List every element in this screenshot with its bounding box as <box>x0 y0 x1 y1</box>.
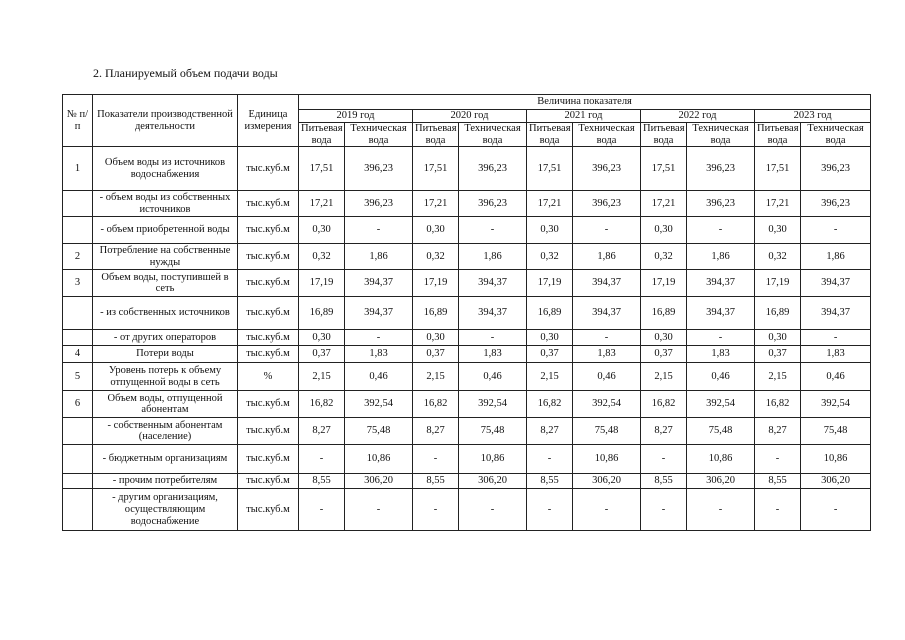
row-value: - <box>299 445 345 474</box>
row-value: 16,89 <box>299 297 345 330</box>
row-value: - <box>641 489 687 531</box>
table-row <box>63 363 871 391</box>
header-drinking-water: Питьевая вода <box>413 122 459 147</box>
row-value: - <box>527 445 573 474</box>
row-value: 16,89 <box>413 297 459 330</box>
row-value: 10,86 <box>687 445 755 474</box>
row-value: - <box>573 217 641 244</box>
row-value: 1,86 <box>345 244 413 270</box>
row-unit: тыс.куб.м <box>238 270 299 297</box>
row-number <box>63 297 93 330</box>
row-value: - <box>413 489 459 531</box>
row-value: 0,46 <box>345 363 413 391</box>
water-supply-table <box>62 94 871 531</box>
row-value: 0,37 <box>755 346 801 363</box>
row-value: 17,51 <box>641 147 687 191</box>
row-value: 0,30 <box>413 330 459 346</box>
row-value: - <box>687 489 755 531</box>
row-number: 2 <box>63 244 93 270</box>
row-value: 2,15 <box>299 363 345 391</box>
row-value: - <box>641 445 687 474</box>
row-unit: тыс.куб.м <box>238 346 299 363</box>
row-value: - <box>459 217 527 244</box>
row-value: 8,27 <box>527 418 573 445</box>
row-value: 2,15 <box>755 363 801 391</box>
row-value: 17,21 <box>641 191 687 217</box>
row-value: 17,19 <box>413 270 459 297</box>
row-value: 0,37 <box>641 346 687 363</box>
row-value: - <box>755 445 801 474</box>
row-unit: тыс.куб.м <box>238 217 299 244</box>
row-value: 394,37 <box>801 297 871 330</box>
row-value: 0,46 <box>687 363 755 391</box>
row-value: 8,27 <box>641 418 687 445</box>
row-value: 0,32 <box>755 244 801 270</box>
row-indicator: Объем воды, отпущенной абонентам <box>93 391 238 418</box>
row-value: 0,30 <box>299 330 345 346</box>
row-value: 75,48 <box>459 418 527 445</box>
row-value: 394,37 <box>573 297 641 330</box>
row-value: 396,23 <box>801 147 871 191</box>
row-value: - <box>687 217 755 244</box>
row-value: 0,46 <box>459 363 527 391</box>
row-indicator: - бюджетным организациям <box>93 445 238 474</box>
header-year: 2022 год <box>641 110 755 123</box>
row-value: 16,82 <box>755 391 801 418</box>
row-number <box>63 330 93 346</box>
row-value: 17,21 <box>413 191 459 217</box>
row-unit: тыс.куб.м <box>238 445 299 474</box>
row-value: 1,86 <box>459 244 527 270</box>
header-drinking-water: Питьевая вода <box>299 122 345 147</box>
row-value: 2,15 <box>527 363 573 391</box>
row-value: 16,82 <box>413 391 459 418</box>
row-value: 392,54 <box>345 391 413 418</box>
header-year: 2019 год <box>299 110 413 123</box>
table-row <box>63 391 871 418</box>
table-row <box>63 147 871 191</box>
row-indicator: Уровень потерь к объему отпущенной воды в сеть <box>93 363 238 391</box>
row-value: - <box>687 330 755 346</box>
row-value: - <box>413 445 459 474</box>
row-value: 392,54 <box>459 391 527 418</box>
row-value: 396,23 <box>459 191 527 217</box>
row-value: 8,55 <box>641 474 687 489</box>
row-unit: тыс.куб.м <box>238 244 299 270</box>
row-indicator: Объем воды из источников водоснабжения <box>93 147 238 191</box>
row-value: 10,86 <box>345 445 413 474</box>
row-value: 306,20 <box>459 474 527 489</box>
header-indicator: Показатели производственной деятельности <box>93 95 238 147</box>
row-value: - <box>801 217 871 244</box>
row-value: 8,55 <box>755 474 801 489</box>
header-num: № п/п <box>63 95 93 147</box>
row-indicator: - прочим потребителям <box>93 474 238 489</box>
row-number <box>63 489 93 531</box>
row-unit: тыс.куб.м <box>238 418 299 445</box>
row-value: 8,27 <box>299 418 345 445</box>
row-value: 396,23 <box>687 191 755 217</box>
table-row <box>63 330 871 346</box>
row-indicator: Объем воды, поступившей в сеть <box>93 270 238 297</box>
row-value: - <box>527 489 573 531</box>
row-value: 396,23 <box>345 191 413 217</box>
row-value: 0,32 <box>641 244 687 270</box>
row-value: 1,86 <box>687 244 755 270</box>
row-value: 392,54 <box>573 391 641 418</box>
header-year: 2023 год <box>755 110 871 123</box>
table-row <box>63 244 871 270</box>
header-drinking-water: Питьевая вода <box>641 122 687 147</box>
header-unit: Единица измерения <box>238 95 299 147</box>
row-value: 394,37 <box>459 297 527 330</box>
row-value: 17,19 <box>299 270 345 297</box>
row-value: 17,21 <box>755 191 801 217</box>
row-unit: % <box>238 363 299 391</box>
row-number <box>63 474 93 489</box>
table-row <box>63 191 871 217</box>
section-heading: 2. Планируемый объем подачи воды <box>93 66 278 80</box>
header-drinking-water: Питьевая вода <box>755 122 801 147</box>
row-value: - <box>801 330 871 346</box>
row-number <box>63 191 93 217</box>
row-value: 75,48 <box>345 418 413 445</box>
row-value: 396,23 <box>687 147 755 191</box>
header-technical-water: Техническая вода <box>459 122 527 147</box>
row-value: 2,15 <box>641 363 687 391</box>
row-value: 16,89 <box>641 297 687 330</box>
row-value: 17,19 <box>641 270 687 297</box>
header-technical-water: Техническая вода <box>573 122 641 147</box>
row-value: 306,20 <box>573 474 641 489</box>
row-value: 0,32 <box>299 244 345 270</box>
row-value: - <box>573 330 641 346</box>
row-value: - <box>299 489 345 531</box>
row-unit: тыс.куб.м <box>238 391 299 418</box>
row-value: 1,83 <box>687 346 755 363</box>
table-row <box>63 445 871 474</box>
row-unit: тыс.куб.м <box>238 474 299 489</box>
row-value: 0,37 <box>299 346 345 363</box>
row-value: 0,32 <box>413 244 459 270</box>
row-value: - <box>573 489 641 531</box>
row-number <box>63 217 93 244</box>
row-value: 8,27 <box>413 418 459 445</box>
row-unit: тыс.куб.м <box>238 147 299 191</box>
row-value: 8,55 <box>299 474 345 489</box>
row-value: 394,37 <box>345 297 413 330</box>
row-value: - <box>345 217 413 244</box>
row-number: 3 <box>63 270 93 297</box>
row-value: 0,37 <box>413 346 459 363</box>
table-row <box>63 474 871 489</box>
row-indicator: Потребление на собственные нужды <box>93 244 238 270</box>
row-value: 17,51 <box>413 147 459 191</box>
row-indicator: - от других операторов <box>93 330 238 346</box>
row-value: 1,83 <box>801 346 871 363</box>
row-value: 306,20 <box>687 474 755 489</box>
row-value: 17,21 <box>299 191 345 217</box>
row-value: 0,30 <box>299 217 345 244</box>
row-value: 396,23 <box>573 147 641 191</box>
row-value: 0,32 <box>527 244 573 270</box>
table-row <box>63 418 871 445</box>
row-value: 394,37 <box>801 270 871 297</box>
row-value: 394,37 <box>687 297 755 330</box>
row-value: 0,30 <box>755 217 801 244</box>
row-indicator: - из собственных источников <box>93 297 238 330</box>
row-value: 17,51 <box>755 147 801 191</box>
row-value: 0,30 <box>527 217 573 244</box>
row-value: 0,30 <box>527 330 573 346</box>
row-value: 396,23 <box>573 191 641 217</box>
row-indicator: Потери воды <box>93 346 238 363</box>
row-value: 75,48 <box>687 418 755 445</box>
row-value: 396,23 <box>345 147 413 191</box>
row-value: 394,37 <box>687 270 755 297</box>
row-number <box>63 445 93 474</box>
row-indicator: - объем приобретенной воды <box>93 217 238 244</box>
table-row <box>63 489 871 531</box>
row-value: 75,48 <box>573 418 641 445</box>
row-value: 394,37 <box>573 270 641 297</box>
row-value: 0,46 <box>573 363 641 391</box>
header-year: 2020 год <box>413 110 527 123</box>
row-value: 2,15 <box>413 363 459 391</box>
row-value: 10,86 <box>573 445 641 474</box>
header-year: 2021 год <box>527 110 641 123</box>
row-number: 1 <box>63 147 93 191</box>
header-technical-water: Техническая вода <box>345 122 413 147</box>
row-value: - <box>345 330 413 346</box>
row-value: 17,19 <box>527 270 573 297</box>
row-number: 5 <box>63 363 93 391</box>
row-value: 75,48 <box>801 418 871 445</box>
row-value: 0,30 <box>641 217 687 244</box>
header-value-group: Величина показателя <box>299 95 871 110</box>
header-drinking-water: Питьевая вода <box>527 122 573 147</box>
row-value: 16,82 <box>299 391 345 418</box>
row-value: 0,37 <box>527 346 573 363</box>
row-value: 0,30 <box>413 217 459 244</box>
row-unit: тыс.куб.м <box>238 489 299 531</box>
row-value: 306,20 <box>345 474 413 489</box>
row-value: - <box>801 489 871 531</box>
row-value: - <box>755 489 801 531</box>
row-value: 1,86 <box>801 244 871 270</box>
row-value: 1,83 <box>345 346 413 363</box>
row-value: 306,20 <box>801 474 871 489</box>
row-value: - <box>459 489 527 531</box>
row-value: 8,55 <box>413 474 459 489</box>
header-technical-water: Техническая вода <box>687 122 755 147</box>
table-row <box>63 297 871 330</box>
row-number <box>63 418 93 445</box>
table-row <box>63 217 871 244</box>
row-value: 16,82 <box>641 391 687 418</box>
row-value: 396,23 <box>801 191 871 217</box>
row-number: 4 <box>63 346 93 363</box>
row-value: 10,86 <box>801 445 871 474</box>
row-value: 394,37 <box>459 270 527 297</box>
row-value: 17,51 <box>299 147 345 191</box>
row-unit: тыс.куб.м <box>238 191 299 217</box>
row-value: - <box>345 489 413 531</box>
row-value: 1,83 <box>573 346 641 363</box>
row-value: 394,37 <box>345 270 413 297</box>
row-value: 396,23 <box>459 147 527 191</box>
row-value: 8,27 <box>755 418 801 445</box>
row-value: 16,89 <box>527 297 573 330</box>
table-row <box>63 270 871 297</box>
row-indicator: - собственным абонентам (население) <box>93 418 238 445</box>
row-value: 392,54 <box>687 391 755 418</box>
row-value: 1,86 <box>573 244 641 270</box>
row-unit: тыс.куб.м <box>238 330 299 346</box>
row-value: 1,83 <box>459 346 527 363</box>
row-value: - <box>459 330 527 346</box>
row-value: 16,89 <box>755 297 801 330</box>
row-value: 0,46 <box>801 363 871 391</box>
row-value: 10,86 <box>459 445 527 474</box>
row-unit: тыс.куб.м <box>238 297 299 330</box>
row-indicator: - объем воды из собственных источников <box>93 191 238 217</box>
row-value: 17,21 <box>527 191 573 217</box>
row-value: 8,55 <box>527 474 573 489</box>
row-value: 392,54 <box>801 391 871 418</box>
row-indicator: - другим организациям, осуществляющим водоснабжение <box>93 489 238 531</box>
table-row <box>63 346 871 363</box>
header-technical-water: Техническая вода <box>801 122 871 147</box>
row-value: 16,82 <box>527 391 573 418</box>
row-value: 17,51 <box>527 147 573 191</box>
row-value: 17,19 <box>755 270 801 297</box>
row-value: 0,30 <box>641 330 687 346</box>
row-number: 6 <box>63 391 93 418</box>
row-value: 0,30 <box>755 330 801 346</box>
